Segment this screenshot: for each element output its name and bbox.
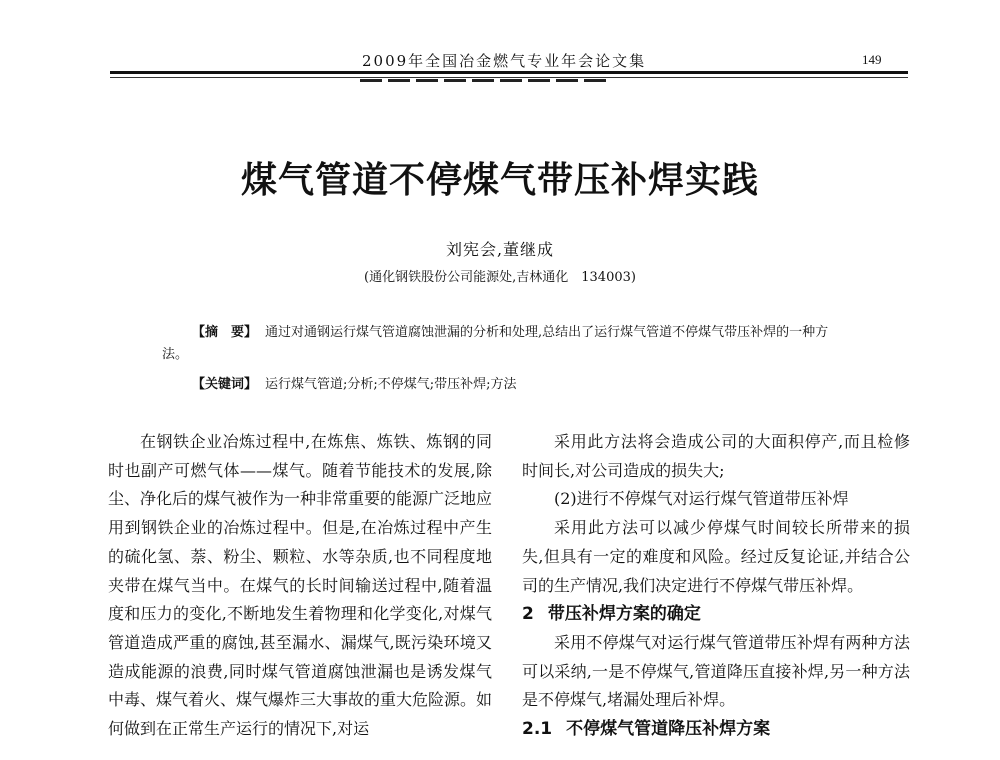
header-rule-thin xyxy=(110,77,908,78)
journal-title: 2009年全国冶金燃气专业年会论文集 xyxy=(362,52,647,70)
page-number: 149 xyxy=(862,52,882,67)
section-number: 2 xyxy=(522,604,534,625)
authors: 刘宪会,董继成 xyxy=(445,240,555,259)
section-heading-2 xyxy=(522,600,910,629)
paragraph-method-1-consequence: 采用此方法将会造成公司的大面积停产,而且检修时间长,对公司造成的损失大; xyxy=(522,432,910,480)
keywords xyxy=(192,374,852,396)
body-right-column xyxy=(522,428,910,744)
paragraph-section-2: 采用不停煤气对运行煤气管道带压补焊有两种方法可以采纳,一是不停煤气,管道降压直接补焊,另一种方法是不停煤气,堵漏处理后补焊。 xyxy=(522,632,910,710)
paragraph-method-2-reason: 采用此方法可以减少停煤气时间较长所带来的损失,但具有一定的难度和风险。经过反复论证,并结合公司的生产情况,我们决定进行不停煤气带压补焊。 xyxy=(522,518,910,595)
affiliation: (通化钢铁股份公司能源处,吉林通化 134003) xyxy=(364,270,636,285)
header-rule-dashes xyxy=(360,79,610,82)
keywords-text: 运行煤气管道;分析;不停煤气;带压补焊;方法 xyxy=(265,377,517,392)
abstract xyxy=(162,322,852,366)
paper-title: 煤气管道不停煤气带压补焊实践 xyxy=(240,159,759,201)
subsection-title: 不停煤气管道降压补焊方案 xyxy=(566,719,771,740)
abstract-text: 通过对通钢运行煤气管道腐蚀泄漏的分析和处理,总结出了运行煤气管道不停煤气带压补焊的一种方法。 xyxy=(162,325,829,362)
section-title: 带压补焊方案的确定 xyxy=(547,604,701,625)
header-rule-thick xyxy=(110,71,908,74)
keywords-label: 【关键词】 xyxy=(192,377,258,392)
section-heading-2-1 xyxy=(522,715,910,744)
abstract-label: 【摘 要】 xyxy=(192,325,258,340)
body-left-column xyxy=(108,428,492,744)
intro-paragraph: 在钢铁企业冶炼过程中,在炼焦、炼铁、炼钢的同时也副产可燃气体——煤气。随着节能技术的发展,除尘、净化后的煤气被作为一种非常重要的能源广泛地应用到钢铁企业的冶炼过程中。但是,在冶炼过程中产生的硫化氢、萘、粉尘、颗粒、水等杂质,也不同程度地夹带在煤气当中。在煤气的长时间输送过程中,随着温度和压力的变化,不断地发生着物理和化学变化,对煤气管道造成严重的腐蚀,甚至漏水、漏煤气,既污染环境又造成能源的浪费,同时煤气管道腐蚀泄漏也是诱发煤气中毒、煤气着火、煤气爆炸三大事故的重大危险源。如何做到在正常生产运行的情况下,对运 xyxy=(108,432,493,739)
list-item-method-2: (2)进行不停煤气对运行煤气管道带压补焊 xyxy=(554,489,849,509)
subsection-number: 2.1 xyxy=(522,719,553,740)
